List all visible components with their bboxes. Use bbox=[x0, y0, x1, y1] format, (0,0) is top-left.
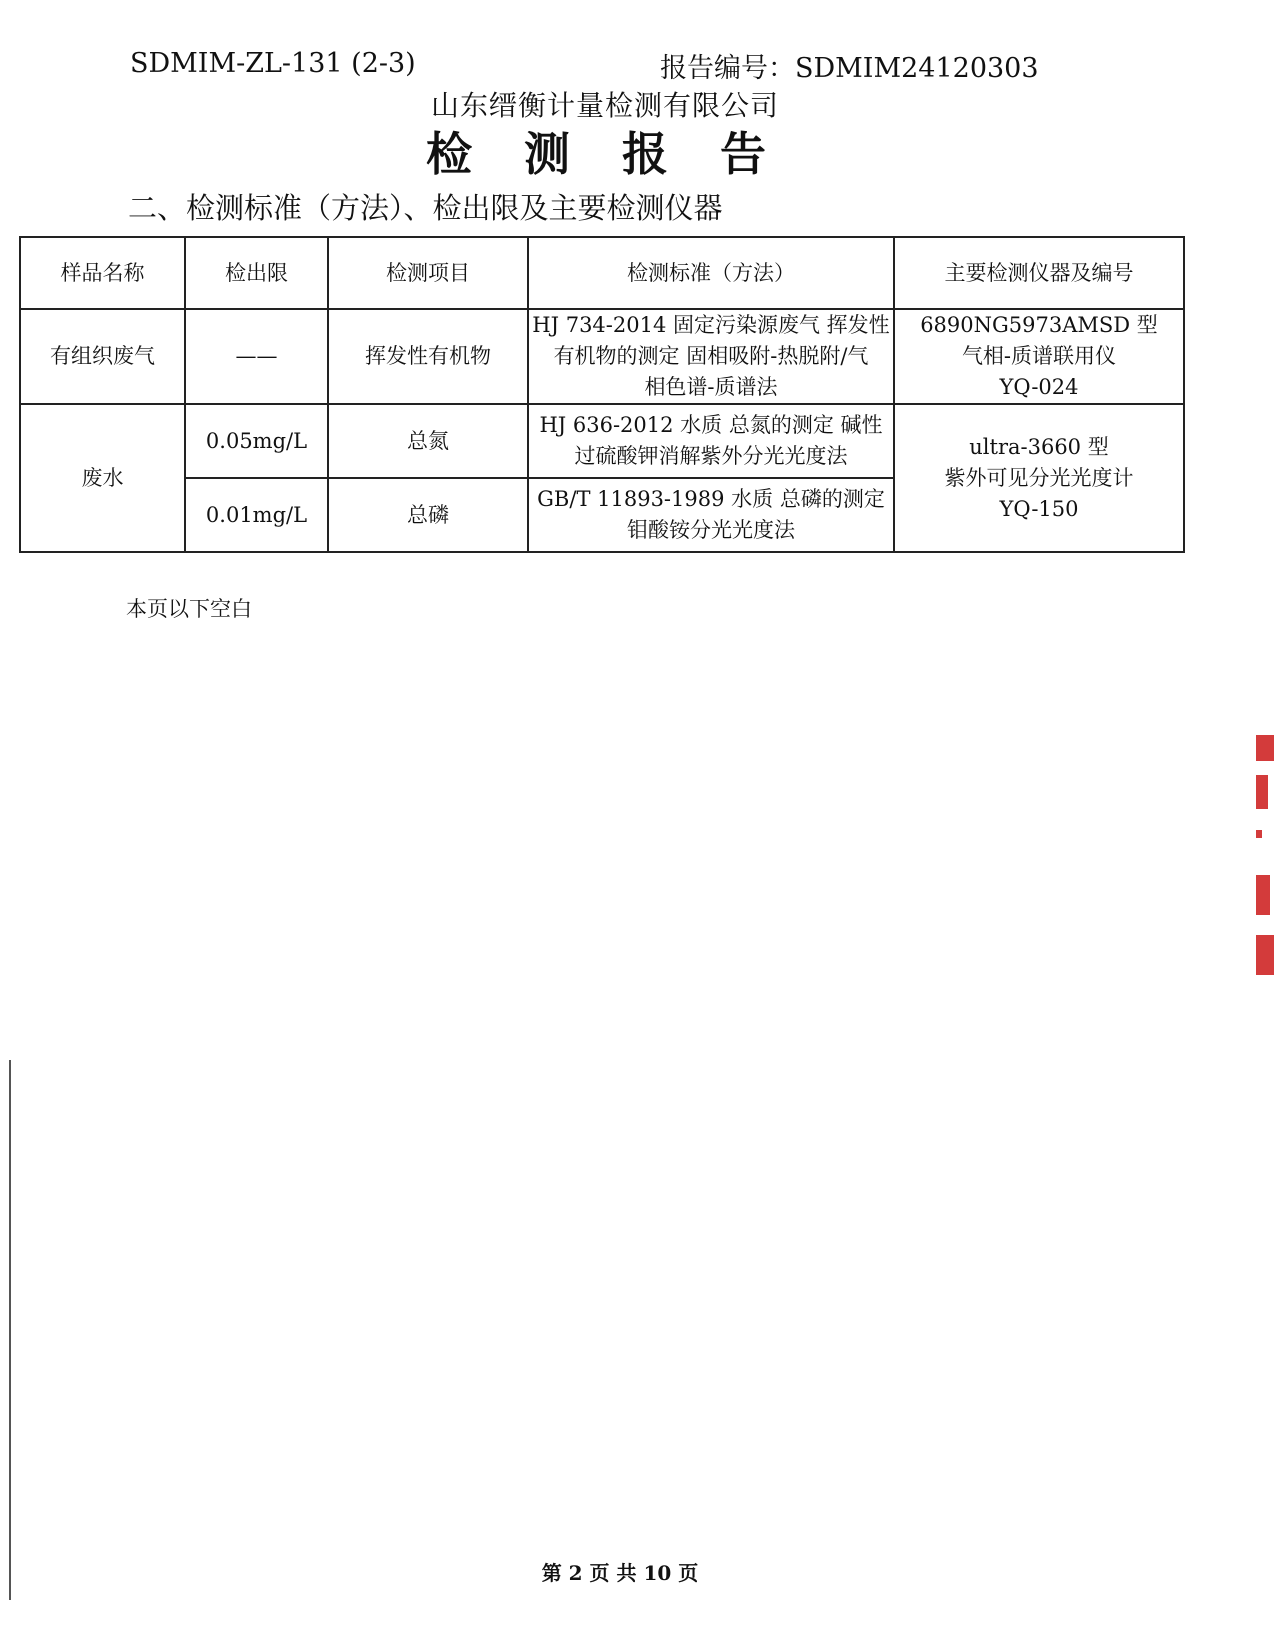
table-row bbox=[20, 309, 1184, 404]
form-code: SDMIM-ZL-131 (2-3) bbox=[130, 48, 416, 79]
standard-cell bbox=[528, 478, 894, 552]
stamp-mark bbox=[1256, 735, 1274, 761]
standards-table bbox=[19, 236, 1185, 553]
standard-line: HJ 734-2014 固定污染源废气 挥发性 bbox=[532, 313, 890, 337]
scan-edge-line bbox=[9, 1060, 11, 1600]
header-cell: 检测标准（方法） bbox=[528, 237, 894, 309]
detection-limit-cell: —— bbox=[185, 309, 328, 404]
standard-line: 过硫酸钾消解紫外分光光度法 bbox=[574, 444, 848, 468]
instrument-line: YQ-150 bbox=[999, 496, 1079, 521]
instrument-line: 紫外可见分光光度计 bbox=[944, 465, 1134, 490]
instrument-line: 气相-质谱联用仪 bbox=[961, 344, 1117, 368]
stamp-mark bbox=[1256, 935, 1274, 975]
blank-below-note: 本页以下空白 bbox=[126, 597, 252, 621]
standard-line: HJ 636-2012 水质 总氮的测定 碱性 bbox=[539, 413, 883, 437]
stamp-mark bbox=[1256, 875, 1270, 915]
standard-cell bbox=[528, 309, 894, 404]
header-cell: 主要检测仪器及编号 bbox=[894, 237, 1184, 309]
standard-line: 有机物的测定 固相吸附-热脱附/气 bbox=[553, 344, 869, 368]
standard-line: 相色谱-质谱法 bbox=[644, 375, 778, 399]
header-cell: 检测项目 bbox=[328, 237, 528, 309]
standard-cell bbox=[528, 404, 894, 478]
report-number: 报告编号：SDMIM24120303 bbox=[660, 53, 1039, 84]
test-item-cell: 总氮 bbox=[328, 404, 528, 478]
stamp-mark bbox=[1256, 775, 1268, 809]
table-row bbox=[20, 404, 1184, 478]
section-title: 二、检测标准（方法）、检出限及主要检测仪器 bbox=[128, 191, 723, 225]
instrument-line: 6890NG5973AMSD 型 bbox=[920, 313, 1158, 337]
test-item-cell: 总磷 bbox=[328, 478, 528, 552]
detection-limit-cell: 0.01mg/L bbox=[185, 478, 328, 552]
seal-stamp-fragment bbox=[1256, 735, 1276, 975]
stamp-mark bbox=[1256, 830, 1262, 838]
company-name: 山东缙衡计量检测有限公司 bbox=[430, 89, 779, 122]
report-title: 检 测 报 告 bbox=[425, 127, 785, 181]
standard-line: GB/T 11893-1989 水质 总磷的测定 bbox=[537, 487, 885, 511]
table-header-row bbox=[20, 237, 1184, 309]
detection-limit-cell: 0.05mg/L bbox=[185, 404, 328, 478]
instrument-line: YQ-024 bbox=[999, 375, 1079, 399]
sample-name-cell: 有组织废气 bbox=[20, 309, 185, 404]
instrument-cell bbox=[894, 309, 1184, 404]
header-cell: 检出限 bbox=[185, 237, 328, 309]
test-item-cell: 挥发性有机物 bbox=[328, 309, 528, 404]
standard-line: 钼酸铵分光光度法 bbox=[627, 518, 795, 542]
instrument-cell bbox=[894, 404, 1184, 552]
header-cell: 样品名称 bbox=[20, 237, 185, 309]
instrument-line: ultra-3660 型 bbox=[969, 434, 1109, 459]
sample-name-cell: 废水 bbox=[20, 404, 185, 552]
page-number: 第 2 页 共 10 页 bbox=[541, 1561, 699, 1585]
